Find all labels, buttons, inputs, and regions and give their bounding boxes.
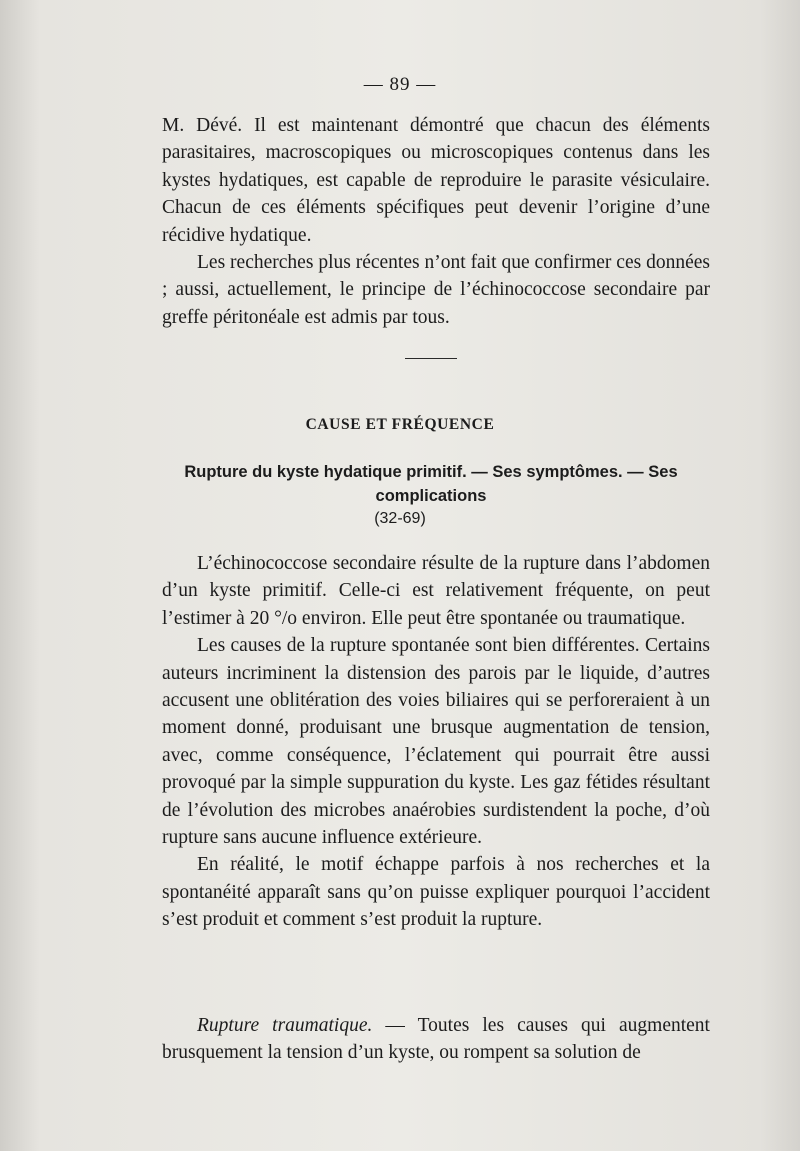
body-text xyxy=(162,550,710,934)
section-subheading: Rupture du kyste hydatique primitif. — Ses symptômes. — Ses complications xyxy=(184,463,678,505)
final-text xyxy=(162,1012,710,1067)
intro-paragraph-2: Les recherches plus récentes n’ont fait que confirmer ces données ; aussi, actuellement, le principe de l’échinococcose secondaire par greffe péritonéale est admis par tous. xyxy=(162,252,710,328)
intro-text xyxy=(162,112,710,331)
body-paragraph-1: L’échinococcose secondaire résulte de la rupture dans l’abdomen d’un kyste primitif. Celle-ci est relativement fréquente, on peut l’estimer à 20 °/o environ. Elle peut être spontanée ou traumatique. xyxy=(162,553,710,629)
section-heading: CAUSE ET FRÉQUENCE xyxy=(305,416,495,433)
page-number: — 89 — xyxy=(363,74,437,95)
body-paragraph-2: Les causes de la rupture spontanée sont bien différentes. Certains auteurs incriminent la distension des parois par le liquide, d’autres accusent une oblitération des voies biliaires qui se perforeraient à un moment donné, produisant une brusque augmentation de tension, avec, comme conséquence, l’éclatement qui pourrait être aussi provoqué par la simple suppuration du kyste. Les gaz fétides résultant de l’évolution des microbes anaérobies surdistendent la poche, d’où rupture sans aucune influence extérieure. xyxy=(162,635,710,849)
body-paragraph-3: En réalité, le motif échappe parfois à nos recherches et la spontanéité apparaît sans qu’on puisse expliquer pourquoi l’accident s’est produit et comment s’est produit la rupture. xyxy=(162,854,710,931)
section-divider xyxy=(405,358,457,359)
intro-paragraph-1: M. Dévé. Il est maintenant démontré que chacun des éléments parasitaires, macroscopiques ou microscopiques contenus dans les kystes hydatiques, est capable de reproduire le parasite vésiculaire. Chacun de ces éléments spécifiques peut devenir l’origine d’une récidive hydatique. xyxy=(162,115,710,246)
final-paragraph-text: — Toutes les causes qui augmentent brusquement la tension d’un kyste, ou rompent sa solution de xyxy=(162,1015,710,1064)
final-paragraph xyxy=(162,1012,710,1067)
page-range-reference: (32-69) xyxy=(374,510,426,527)
final-italic-lead: Rupture traumatique. xyxy=(197,1015,373,1036)
